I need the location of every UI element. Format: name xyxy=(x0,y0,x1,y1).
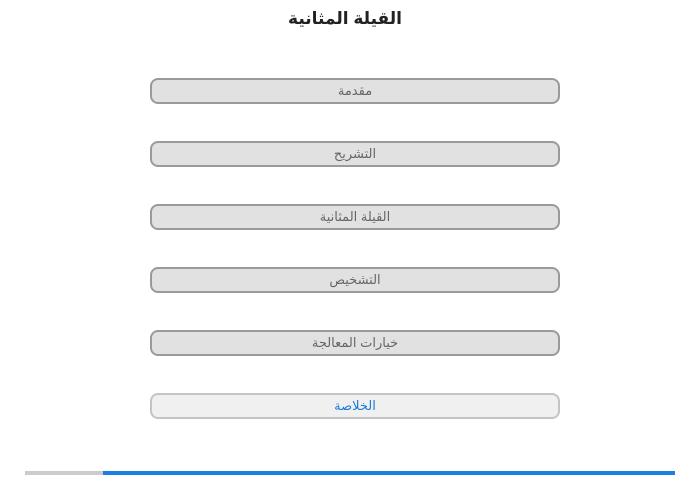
menu-item-label: الخلاصة xyxy=(334,398,376,413)
menu-item-diagnosis[interactable] xyxy=(150,267,560,293)
menu-item-anatomy[interactable] xyxy=(150,141,560,167)
section-menu xyxy=(150,78,560,419)
menu-item-label: التشخيص xyxy=(329,272,381,287)
menu-item-summary[interactable] xyxy=(150,393,560,419)
menu-item-introduction[interactable] xyxy=(150,78,560,104)
menu-item-cystocele[interactable] xyxy=(150,204,560,230)
progress-bar-remaining xyxy=(25,471,103,475)
menu-item-label: خيارات المعالجة xyxy=(311,335,399,350)
menu-item-treatment-options[interactable] xyxy=(150,330,560,356)
menu-item-label: القيلة المثانية xyxy=(319,209,391,224)
menu-item-label: التشريح xyxy=(333,146,377,161)
progress-bar xyxy=(25,471,675,475)
page-title: القيلة المثانية xyxy=(288,9,402,28)
menu-item-label: مقدمة xyxy=(337,83,373,98)
